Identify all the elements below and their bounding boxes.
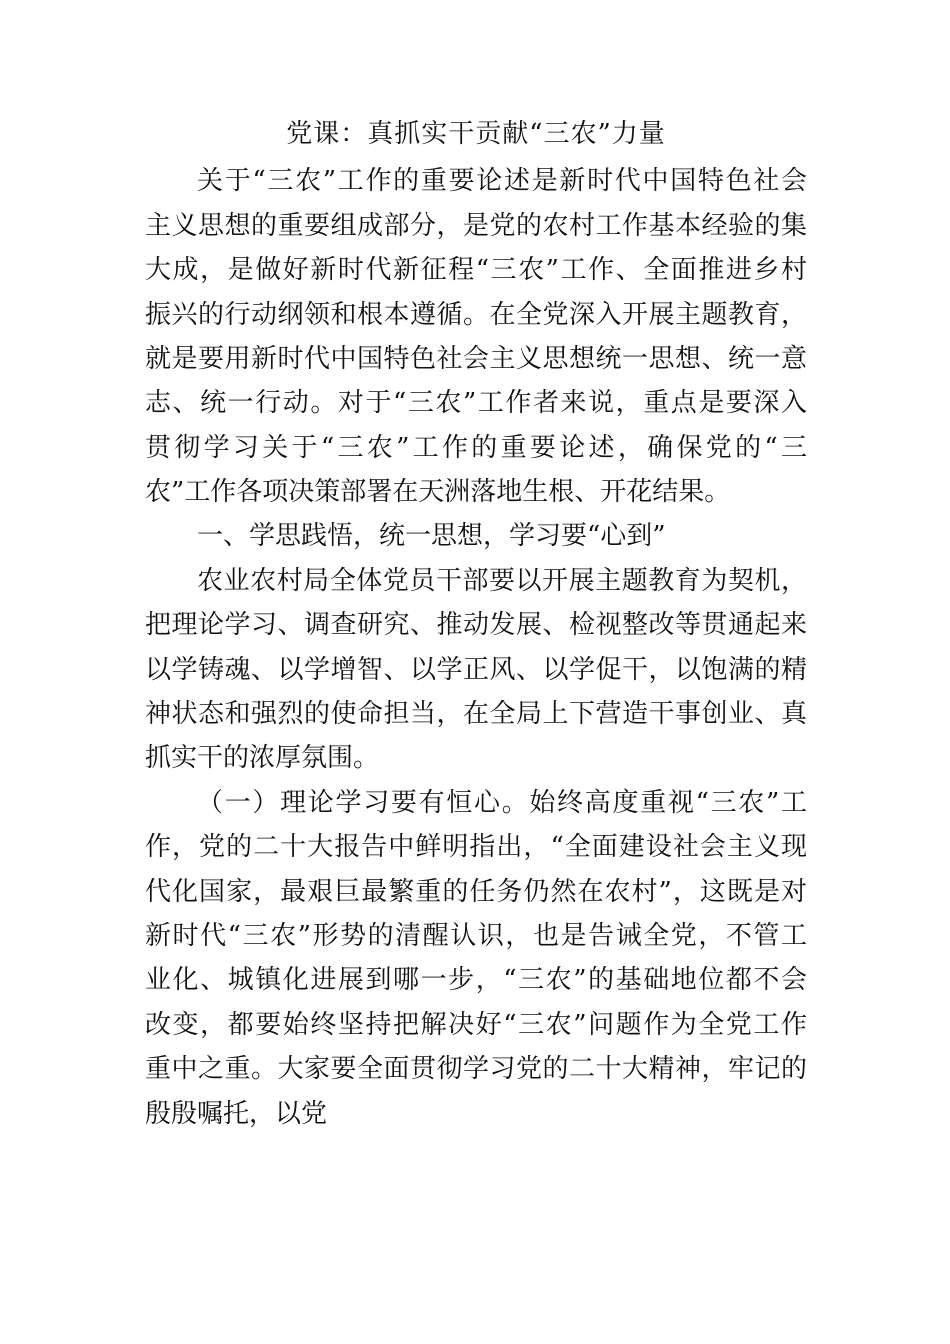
paragraph-line: 抓实干的浓厚氛围。 — [145, 743, 380, 773]
paragraph-line: 主义思想的重要组成部分，是党的农村工作基本经验的集 — [145, 211, 807, 241]
paragraph-line: 农”工作各项决策部署在天洲落地生根、开花结果。 — [145, 477, 731, 507]
paragraph-line: 把理论学习、调查研究、推动发展、检视整改等贯通起来 — [145, 610, 807, 640]
paragraph-line: 重中之重。大家要全面贯彻学习党的二十大精神，牢记的 — [145, 1054, 807, 1084]
paragraph-line: 殷殷嘱托，以党 — [145, 1099, 328, 1129]
paragraph-line: 新时代“三农”形势的清醒认识，也是告诫全党，不管工 — [145, 921, 807, 951]
paragraph-line: 振兴的行动纲领和根本遵循。在全党深入开展主题教育， — [145, 300, 807, 330]
paragraph-line: 就是要用新时代中国特色社会主义思想统一思想、统一意 — [145, 344, 807, 374]
paragraph-line: 作，党的二十大报告中鲜明指出，“全面建设社会主义现 — [145, 832, 807, 862]
paragraph-line: 大成，是做好新时代新征程“三农”工作、全面推进乡村 — [145, 255, 807, 285]
paragraph-line: 改变，都要始终坚持把解决好“三农”问题作为全党工作 — [145, 1010, 807, 1040]
paragraph-line: 业化、城镇化进展到哪一步，“三农”的基础地位都不会 — [145, 965, 807, 995]
document-title: 党课：真抓实干贡献“三农”力量 — [286, 119, 666, 149]
paragraph-line: 贯彻学习关于“三农”工作的重要论述，确保党的“三 — [145, 433, 807, 463]
paragraph-line: 神状态和强烈的使命担当，在全局上下营造干事创业、真 — [145, 699, 807, 729]
paragraph-line: 代化国家，最艰巨最繁重的任务仍然在农村”，这既是对 — [145, 877, 807, 907]
section-heading: 一、学思践悟，统一思想，学习要“心到” — [197, 521, 666, 551]
paragraph-line: 以学铸魂、以学增智、以学正风、以学促干，以饱满的精 — [145, 655, 807, 685]
paragraph-line: （一）理论学习要有恒心。始终高度重视“三农”工 — [197, 788, 807, 818]
paragraph-line: 农业农村局全体党员干部要以开展主题教育为契机， — [197, 566, 807, 596]
paragraph-line: 志、统一行动。对于“三农”工作者来说，重点是要深入 — [145, 388, 807, 418]
paragraph-line: 关于“三农”工作的重要论述是新时代中国特色社会 — [197, 166, 807, 196]
